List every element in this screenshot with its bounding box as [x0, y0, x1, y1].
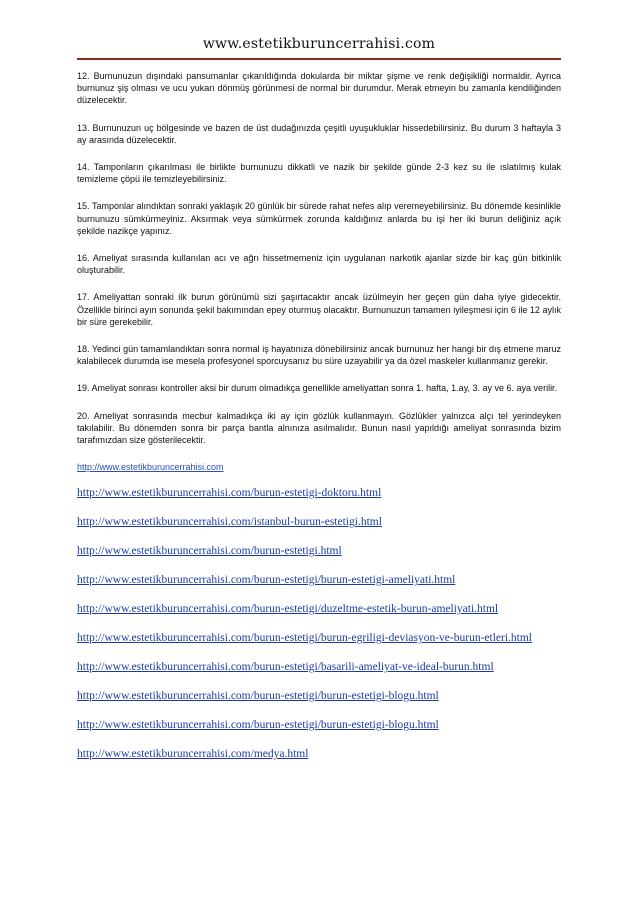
link-burun-estetigi-ameliyati[interactable]: http://www.estetikburuncerrahisi.com/burun-estetigi/burun-estetigi-ameliyati.html: [77, 574, 456, 587]
link-medya[interactable]: http://www.estetikburuncerrahisi.com/medya.html: [77, 748, 309, 761]
paragraph-19: 19. Ameliyat sonrası kontroller aksi bir durum olmadıkça genellikle ameliyattan sonra 1. hafta, 1.ay, 3. ay ve 6. aya verilir.: [77, 383, 558, 394]
page-header-site: www.estetikburuncerrahisi.com: [202, 36, 436, 52]
paragraph-12: 12. Burnunuzun dışındaki pansumanlar çıkarıldığında dokularda bir miktar şişme ve renk değişikliği normaldir. Ayrıca burnunuz şiş olması ve ucu yukarı dönmüş görünmesi de normal bir durumdur. Merak etmeyin bu zamanla kendiliğinden düzelecektir.: [77, 71, 561, 106]
paragraph-13: 13. Burnunuzun uç bölgesinde ve bazen de üst dudağınızda çeşitli uyuşukluklar hissedebilirsiniz. Bu durum 3 haftayla 3 ay arasında düzelecektir.: [77, 122, 561, 145]
header-divider: [77, 58, 561, 60]
link-burun-estetigi-blogu-2[interactable]: http://www.estetikburuncerrahisi.com/burun-estetigi/burun-estetigi-blogu.html: [77, 719, 439, 732]
paragraph-17: 17. Ameliyattan sonraki ilk burun görünümü sizi şaşırtacaktır ancak üzülmeyin her geçen gün daha iyiye gidecektir. Özellikle birinci ayın sonunda şekil bakımından epey oturmuş olacaktır. Burnunuzun tamamen iyileşmesi için 6 ile 12 aylık bir süre gerekebilir.: [77, 292, 561, 327]
document-body: [77, 70, 561, 775]
link-burun-estetigi-doktoru[interactable]: http://www.estetikburuncerrahisi.com/burun-estetigi-doktoru.html: [77, 487, 382, 500]
link-istanbul-burun-estetigi[interactable]: http://www.estetikburuncerrahisi.com/istanbul-burun-estetigi.html: [77, 516, 382, 529]
paragraph-18: 18. Yedinci gün tamamlandıktan sonra normal iş hayatınıza dönebilirsiniz ancak burnunuz her hangi bir dış etmene maruz kalabilecek durumda ise mesela profesyonel sporcuysanız bu süre uzayabilir ya da özel maskeler kullanmanız gerekir.: [77, 344, 561, 367]
link-burun-estetigi-blogu-1[interactable]: http://www.estetikburuncerrahisi.com/burun-estetigi/burun-estetigi-blogu.html: [77, 690, 439, 703]
paragraph-15: 15. Tamponlar alındıktan sonraki yaklaşık 20 günlük bir sürede rahat nefes alıp veremeyebilirsiniz. Bu dönemde kesinlikle burnunuzu sümkürmeyiniz. Aksırmak veya sümkürmek zorunda kaldığınız anlarda bu işi her iki burun deliğiniz açık şekilde nazikçe yapınız.: [77, 201, 561, 236]
link-basarili-ameliyat-ideal-burun[interactable]: http://www.estetikburuncerrahisi.com/burun-estetigi/basarili-ameliyat-ve-ideal-burun.html: [77, 661, 494, 674]
link-duzeltme-estetik-burun-ameliyati[interactable]: http://www.estetikburuncerrahisi.com/burun-estetigi/duzeltme-estetik-burun-ameliyati.html: [77, 603, 499, 616]
site-home-link[interactable]: http://www.estetikburuncerrahisi.com: [77, 462, 224, 473]
paragraph-20: 20. Ameliyat sonrasında mecbur kalmadıkça iki ay için gözlük kullanmayın. Gözlükler yalnızca alçı tel yerindeyken takılabilir. Bu dönemden sonra bir parça bantla alnınıza asılmalıdır. Bunun nasıl yapıldığı ameliyat sonrasında bizim tarafımızdan size gösterilecektir.: [77, 410, 561, 446]
paragraph-16: 16. Ameliyat sırasında kullanılan acı ve ağrı hissetmemeniz için uygulanan narkotik ajanlar sizde bir kaç gün bitkinlik oluşturabilir.: [77, 253, 561, 276]
link-burun-egriligi-deviasyon[interactable]: http://www.estetikburuncerrahisi.com/burun-estetigi/burun-egriligi-deviasyon-ve-burun-etleri.html: [77, 632, 532, 645]
paragraph-14: 14. Tamponların çıkarılması ile birlikte burnunuzu dikkatli ve nazik bir şekilde günde 2-3 kez su ile ıslatılmış kulak temizleme çöpü ile temizleyebilirsiniz.: [77, 162, 561, 185]
link-burun-estetigi[interactable]: http://www.estetikburuncerrahisi.com/burun-estetigi.html: [77, 545, 342, 558]
